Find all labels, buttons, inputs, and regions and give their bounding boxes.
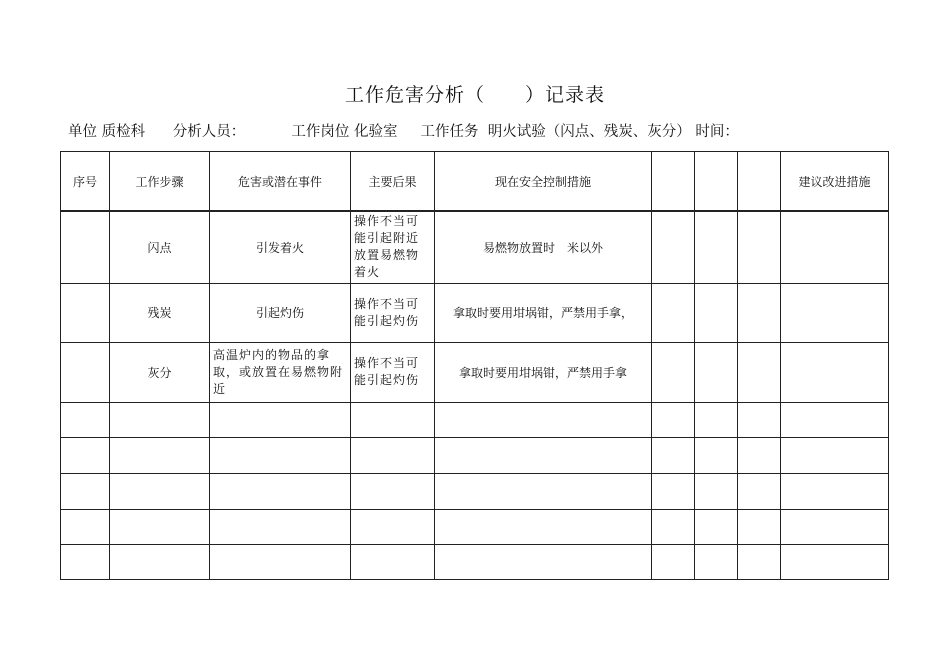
table-cell	[781, 402, 889, 437]
table-cell	[351, 437, 435, 473]
table-cell	[695, 509, 738, 544]
table-cell	[695, 437, 738, 473]
table-cell	[61, 402, 110, 437]
table-cell	[781, 283, 889, 342]
table-cell: 引发着火	[210, 211, 351, 283]
table-cell: 灰分	[110, 342, 210, 402]
unit-label: 单位	[68, 124, 97, 140]
table-cell: 残炭	[110, 283, 210, 342]
table-cell	[351, 509, 435, 544]
table-cell	[435, 437, 652, 473]
form-header	[68, 120, 739, 141]
table-cell	[61, 509, 110, 544]
table-row	[61, 473, 889, 509]
table-cell	[652, 342, 695, 402]
table-cell	[738, 283, 781, 342]
table-cell	[435, 544, 652, 579]
header-cell: 工作步骤	[110, 152, 210, 212]
table-cell	[652, 509, 695, 544]
table-cell	[351, 473, 435, 509]
table-cell	[652, 283, 695, 342]
table-row	[61, 211, 889, 283]
table-cell: 高温炉内的物品的拿取，或放置在易燃物附近	[210, 342, 351, 402]
table-cell	[695, 402, 738, 437]
unit-value: 质检科	[101, 124, 146, 140]
table-cell: 操作不当可能引起附近放置易燃物着火	[351, 211, 435, 283]
header-cell: 序号	[61, 152, 110, 212]
table-row	[61, 402, 889, 437]
header-cell: 建议改进措施	[781, 152, 889, 212]
table-cell	[652, 437, 695, 473]
table-cell	[110, 509, 210, 544]
table-cell: 引起灼伤	[210, 283, 351, 342]
position-value: 化验室	[353, 124, 398, 140]
table-cell	[738, 473, 781, 509]
table-cell	[781, 544, 889, 579]
table-header-row	[61, 152, 889, 212]
table-cell	[61, 544, 110, 579]
table-cell	[781, 437, 889, 473]
task-value: 明火试验（闪点、残炭、灰分）	[487, 124, 691, 140]
table-row	[61, 342, 889, 402]
table-cell	[435, 402, 652, 437]
table-cell	[210, 402, 351, 437]
header-cell: 主要后果	[351, 152, 435, 212]
table-row	[61, 437, 889, 473]
table-cell	[781, 473, 889, 509]
table-cell	[210, 544, 351, 579]
table-row	[61, 283, 889, 342]
table-row	[61, 509, 889, 544]
table-cell	[738, 211, 781, 283]
table-cell	[210, 509, 351, 544]
table-cell	[781, 342, 889, 402]
table-cell	[781, 509, 889, 544]
table-cell	[695, 211, 738, 283]
table-cell	[210, 473, 351, 509]
header-cell: 危害或潜在事件	[210, 152, 351, 212]
table-cell	[652, 473, 695, 509]
table-cell	[110, 437, 210, 473]
header-cell	[738, 152, 781, 212]
table-cell	[61, 473, 110, 509]
table-cell	[738, 437, 781, 473]
table-cell	[210, 437, 351, 473]
analyst-label: 分析人员：	[172, 124, 246, 140]
time-label: 时间：	[695, 124, 739, 140]
table-cell	[695, 342, 738, 402]
table-cell	[110, 544, 210, 579]
table-cell: 操作不当可能引起灼伤	[351, 342, 435, 402]
table-cell	[61, 437, 110, 473]
page-title: 工作危害分析（ ）记录表	[344, 84, 605, 106]
table-cell	[695, 544, 738, 579]
table-cell	[738, 342, 781, 402]
table-cell	[351, 544, 435, 579]
table-cell: 闪点	[110, 211, 210, 283]
table-cell: 操作不当可能引起灼伤	[351, 283, 435, 342]
hazard-analysis-table	[60, 151, 889, 580]
table-cell	[110, 473, 210, 509]
table-cell	[738, 509, 781, 544]
task-label: 工作任务	[420, 124, 479, 140]
table-cell	[61, 211, 110, 283]
table-cell	[738, 544, 781, 579]
table-cell	[695, 283, 738, 342]
table-cell: 拿取时要用坩埚钳，严禁用手拿	[435, 342, 652, 402]
position-label: 工作岗位	[291, 124, 350, 140]
table-row	[61, 544, 889, 579]
table-cell	[738, 402, 781, 437]
table-cell	[652, 402, 695, 437]
table-cell	[652, 211, 695, 283]
table-cell	[652, 544, 695, 579]
table-cell	[435, 473, 652, 509]
table-cell: 拿取时要用坩埚钳，严禁用手拿，	[435, 283, 652, 342]
header-cell	[652, 152, 695, 212]
table-cell	[110, 402, 210, 437]
header-cell	[695, 152, 738, 212]
table-cell	[781, 211, 889, 283]
table-cell	[61, 283, 110, 342]
table-cell	[61, 342, 110, 402]
table-cell	[695, 473, 738, 509]
table-cell	[351, 402, 435, 437]
table-cell	[435, 509, 652, 544]
header-cell: 现在安全控制措施	[435, 152, 652, 212]
table-cell: 易燃物放置时 米以外	[435, 211, 652, 283]
